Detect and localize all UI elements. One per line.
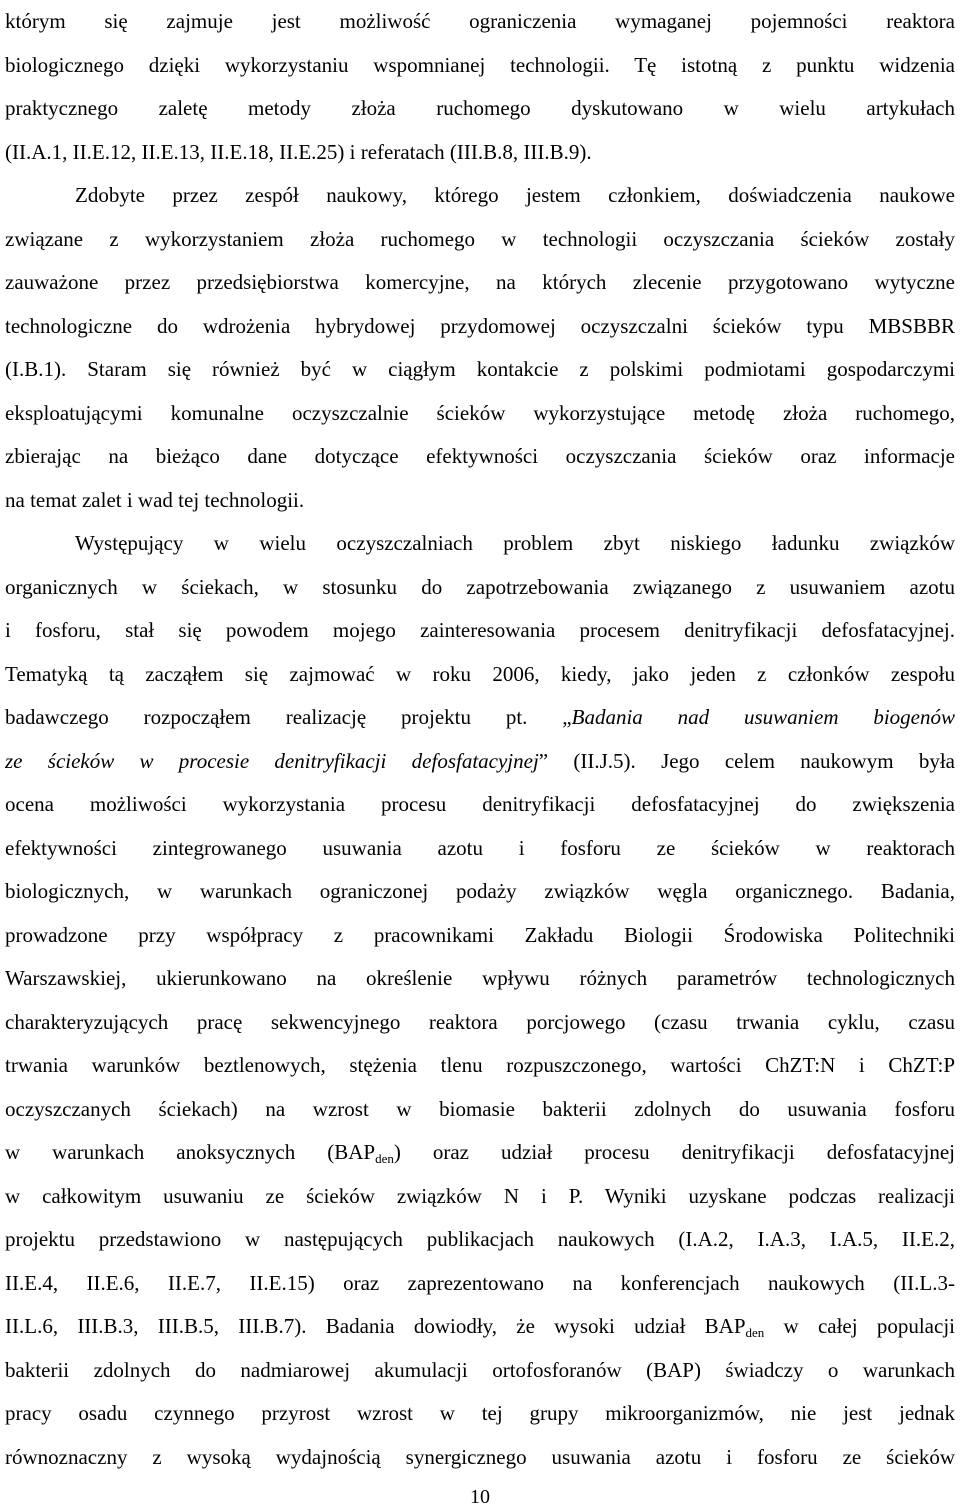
text-line: (I.B.1). Staram się również być w ciągłym kontakcie z polskimi podmiotami gospodarczymi [5,357,955,381]
text-line: na temat zalet i wad tej technologii. [5,487,305,512]
text-line: zauważone przez przedsiębiorstwa komercyjne, na których zlecenie przygotowano wytyczne [5,270,955,294]
text-line: i fosforu, stał się powodem mojego zainteresowania procesem denitryfikacji defosfatacyjnej. [5,618,955,642]
project-title-part-1: Badania nad usuwaniem biogenów [571,705,955,729]
subscript: den [375,1151,394,1166]
text-line: Występujący w wielu oczyszczalniach problem zbyt niskiego ładunku związków [75,531,955,555]
text-segment: II.L.6, III.B.3, III.B.5, III.B.7). Badania dowiodły, że wysoki udział BAP [5,1314,746,1338]
text-segment: w warunkach anoksycznych (BAP [5,1140,376,1164]
text-line: charakteryzujących pracę sekwencyjnego reaktora porcjowego (czasu trwania cyklu, czasu [5,1009,955,1034]
text-line: pracy osadu czynnego przyrost wzrost w tej grupy mikroorganizmów, nie jest jednak [5,1401,955,1425]
text-line: związane z wykorzystaniem złoża ruchomego w technologii oczyszczania ścieków zostały [5,226,955,251]
text-segment: ) oraz udział procesu denitryfikacji defosfatacyjnej [393,1140,955,1164]
page-number: 10 [470,1486,490,1508]
text-segment: (II.J.5). Jego celem naukowym była [548,748,955,773]
text-line: którym się zajmuje jest możliwość ograniczenia wymaganej pojemności reaktora [5,9,955,33]
text-line [5,1305,955,1349]
text-line: praktycznego zaletę metody złoża ruchomego dyskutowano w wielu artykułach [5,96,955,120]
text-line: Warszawskiej, ukierunkowano na określenie wpływu różnych parametrów technologicznych [5,966,955,990]
text-line: równoznaczny z wysoką wydajnością synergicznego usuwania azotu i fosforu ze ścieków [5,1444,955,1469]
text-line: II.E.4, II.E.6, II.E.7, II.E.15) oraz zaprezentowano na konferencjach naukowych (II.L.3- [5,1270,955,1295]
project-title-close-quote: ” [538,748,549,773]
paragraph-2 [5,174,955,522]
text-line: technologiczne do wdrożenia hybrydowej przydomowej oczyszczalni ścieków typu MBSBBR [5,313,955,338]
document-body [5,0,955,1479]
text-line: Tematyką tą zacząłem się zajmować w roku 2006, kiedy, jako jeden z członków zespołu [5,661,955,686]
text-line: (II.A.1, II.E.12, II.E.13, II.E.18, II.E.25) i referatach (III.B.8, III.B.9). [5,139,592,164]
text-line [5,1131,955,1175]
text-line: eksploatującymi komunalne oczyszczalnie ścieków wykorzystujące metodę złoża ruchomego, [5,400,955,425]
text-line: prowadzone przy współpracy z pracownikami Zakładu Biologii Środowiska Politechniki [5,922,955,947]
text-line: bakterii zdolnych do nadmiarowej akumulacji ortofosforanów (BAP) świadczy o warunkach [5,1357,955,1382]
text-line: zbierając na bieżąco dane dotyczące efektywności oczyszczania ścieków oraz informacje [5,444,955,468]
text-line: ocena możliwości wykorzystania procesu denitryfikacji defosfatacyjnej do zwiększenia [5,792,955,816]
text-line: biologicznego dzięki wykorzystaniu wspomnianej technologii. Tę istotną z punktu widzenia [5,52,955,77]
text-segment: badawczego rozpocząłem realizację projektu pt. [5,705,528,729]
subscript: den [745,1325,765,1340]
text-line: efektywności zintegrowanego usuwania azotu i fosforu ze ścieków w reaktorach [5,835,955,860]
text-line [5,740,955,784]
text-line: projektu przedstawiono w następujących publikacjach naukowych (I.A.2, I.A.3, I.A.5, II.E.2, [5,1227,955,1251]
project-title-part-2: ze ścieków w procesie denitryfikacji defosfatacyjnej [5,748,539,773]
paragraph-1 [5,0,955,174]
text-segment: w całej populacji [764,1314,955,1338]
text-line: oczyszczanych ściekach) na wzrost w biomasie bakterii zdolnych do usuwania fosforu [5,1096,955,1121]
text-line [5,696,955,740]
text-line: biologicznych, w warunkach ograniczonej podaży związków węgla organicznego. Badania, [5,879,955,903]
project-title-open-quote: „ [562,705,572,729]
text-line: trwania warunków beztlenowych, stężenia tlenu rozpuszczonego, wartości ChZT:N i ChZT:P [5,1053,955,1077]
text-line: Zdobyte przez zespół naukowy, którego jestem członkiem, doświadczenia naukowe [75,183,955,207]
text-line: organicznych w ściekach, w stosunku do zapotrzebowania związanego z usuwaniem azotu [5,574,955,599]
text-line: w całkowitym usuwaniu ze ścieków związków N i P. Wyniki uzyskane podczas realizacji [5,1183,955,1208]
paragraph-3 [5,522,955,1479]
